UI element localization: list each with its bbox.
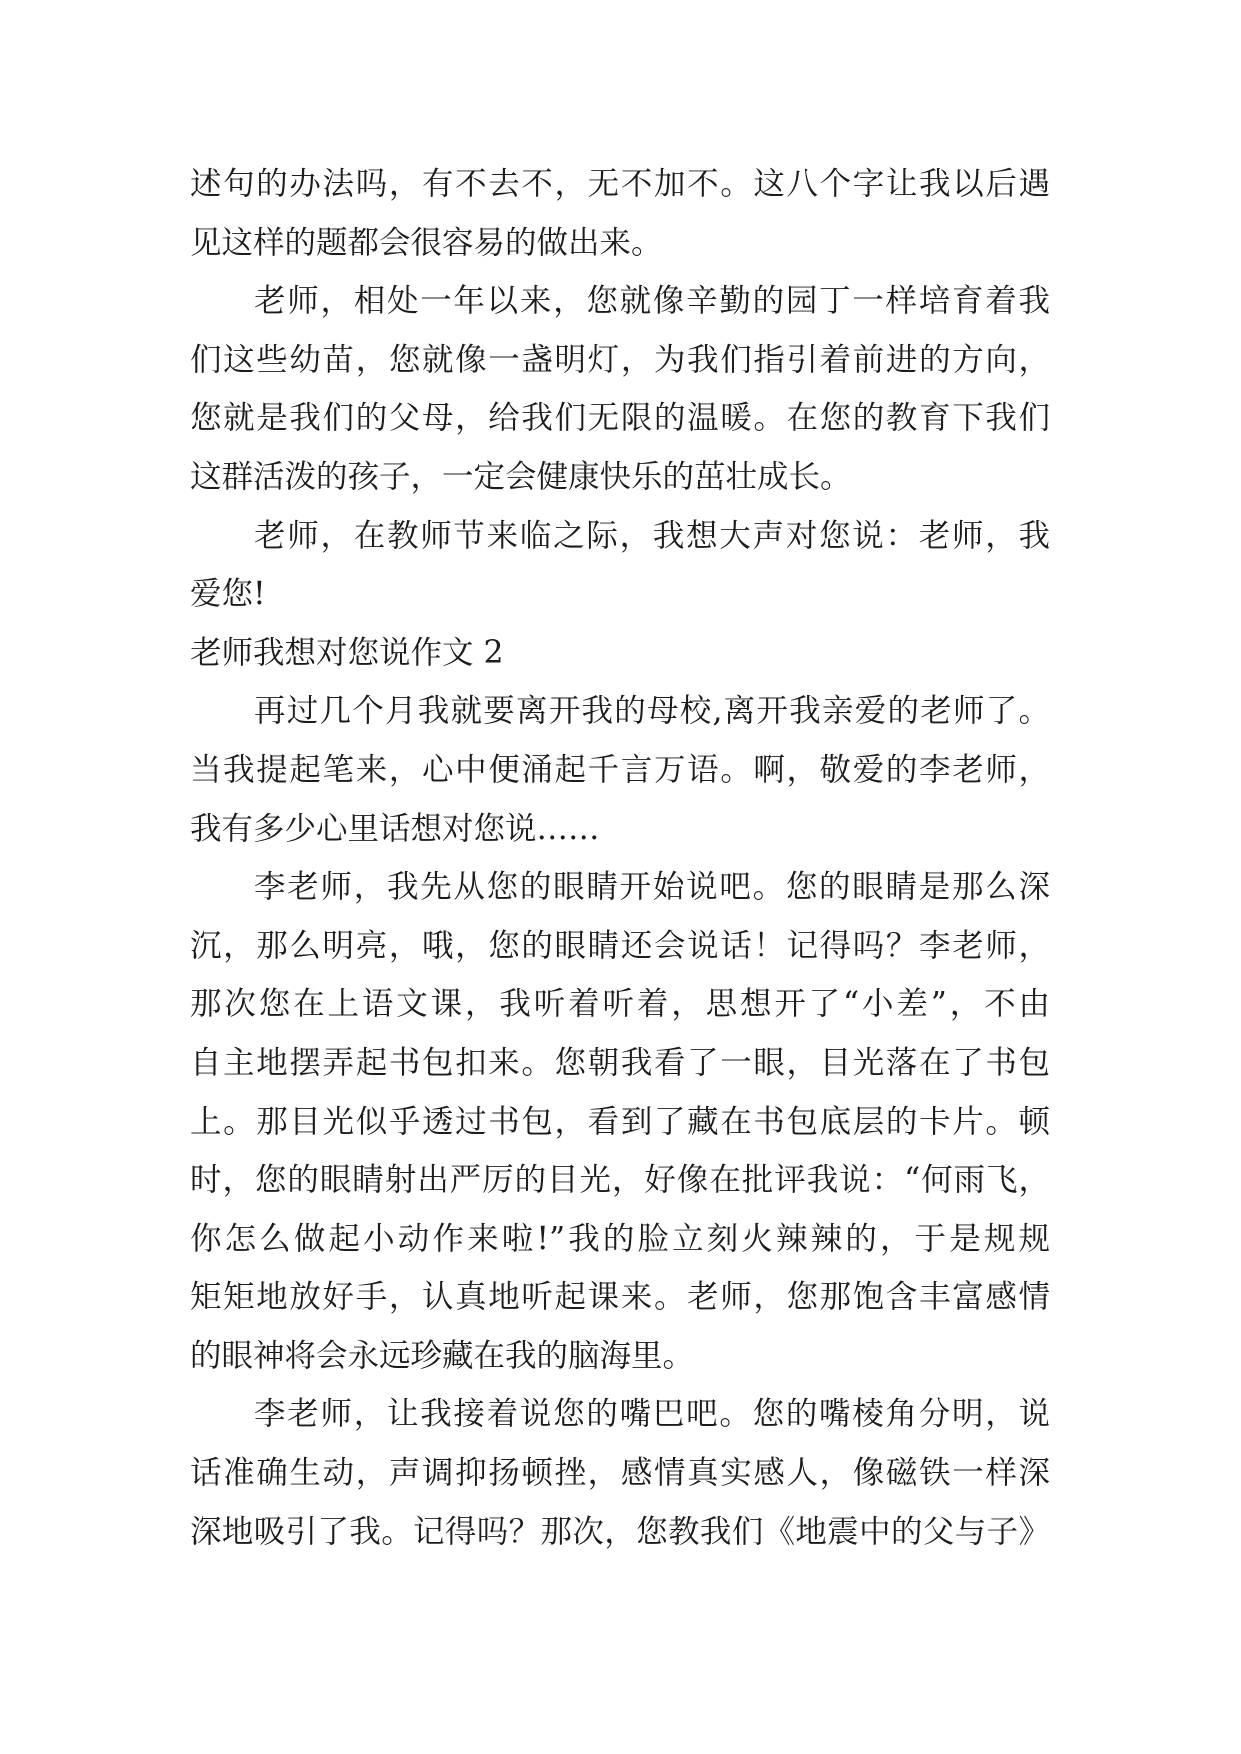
- text-line: 那次您在上语文课，我听着听着，思想开了“小差”，不由: [190, 986, 1050, 1023]
- text-line: 李老师，让我接着说您的嘴巴吧。您的嘴棱角分明，说: [254, 1396, 1050, 1433]
- text-line: 自主地摆弄起书包扣来。您朝我看了一眼，目光落在了书包: [190, 1044, 1050, 1081]
- text-line: 上。那目光似乎透过书包，看到了藏在书包底层的卡片。顿: [190, 1103, 1050, 1140]
- text-line: 见这样的题都会很容易的做出来。: [190, 224, 663, 261]
- paragraph-teachers-day: [190, 507, 1050, 624]
- paragraph-gardener: [190, 272, 1050, 506]
- text-line: 您就是我们的父母，给我们无限的温暖。在您的教育下我们: [190, 400, 1050, 437]
- text-line: 沉，那么明亮，哦，您的眼睛还会说话！记得吗？李老师，: [190, 927, 1050, 964]
- text-line: 你怎么做起小动作来啦!”我的脸立刻火辣辣的，于是规规: [190, 1220, 1050, 1257]
- text-line: 老师，在教师节来临之际，我想大声对您说：老师，我: [254, 517, 1050, 554]
- text-line: 深地吸引了我。记得吗？那次，您教我们《地震中的父与子》: [190, 1513, 1050, 1550]
- text-line: 当我提起笔来，心中便涌起千言万语。啊，敬爱的李老师，: [190, 751, 1050, 788]
- text-line: 爱您!: [190, 576, 266, 613]
- text-line: 话准确生动，声调抑扬顿挫，感情真实感人，像磁铁一样深: [190, 1455, 1050, 1492]
- text-line: 这群活泼的孩子，一定会健康快乐的茁壮成长。: [190, 458, 852, 495]
- text-line: 矩矩地放好手，认真地听起课来。老师，您那饱含丰富感情: [190, 1279, 1050, 1316]
- text-line: 的眼神将会永远珍藏在我的脑海里。: [190, 1337, 695, 1374]
- text-line: 们这些幼苗，您就像一盏明灯，为我们指引着前进的方向，: [190, 341, 1050, 378]
- text-line: 时，您的眼睛射出严厉的目光，好像在批评我说：“何雨飞，: [190, 1162, 1050, 1199]
- text-line: 李老师，我先从您的眼睛开始说吧。您的眼睛是那么深: [254, 869, 1050, 906]
- paragraph-leaving-school: [190, 682, 1050, 858]
- document-body: [190, 155, 1050, 1561]
- paragraph-continuation: [190, 155, 1050, 272]
- paragraph-mouth: [190, 1385, 1050, 1561]
- text-line: 我有多少心里话想对您说……: [190, 810, 600, 847]
- text-line: 述句的办法吗，有不去不，无不加不。这八个字让我以后遇: [190, 166, 1050, 202]
- text-line: 再过几个月我就要离开我的母校,离开我亲爱的老师了。: [254, 693, 1050, 730]
- text-line: 老师，相处一年以来，您就像辛勤的园丁一样培育着我: [254, 283, 1050, 320]
- essay-heading: 老师我想对您说作文 2: [190, 634, 504, 671]
- paragraph-eyes: [190, 858, 1050, 1385]
